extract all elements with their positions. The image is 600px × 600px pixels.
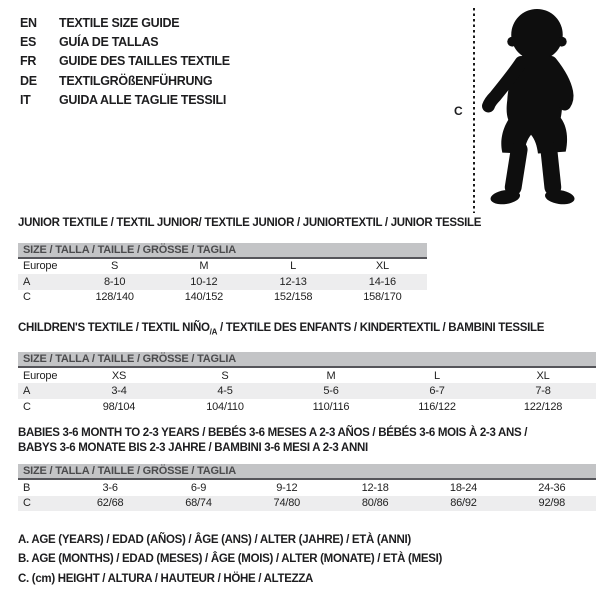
row-label: B: [23, 481, 31, 494]
size-cell: L: [434, 369, 440, 382]
size-cell: M: [326, 369, 336, 382]
language-title: GUÍA DE TALLAS: [59, 34, 159, 49]
size-cell: XL: [536, 369, 550, 382]
size-header-bar: SIZE / TALLA / TAILLE / GRÖSSE / TAGLIA: [18, 352, 596, 368]
table-row: [18, 480, 596, 496]
height-cell: 122/128: [523, 400, 563, 413]
age-cell: 12-18: [361, 481, 389, 494]
section-children-textile: [18, 321, 596, 414]
junior-size-table: [18, 259, 427, 306]
height-cell: 68/74: [185, 497, 212, 510]
title-text: / TEXTILE DES ENFANTS / KINDERTEXTIL / BAMBINI TESSILE: [217, 322, 545, 334]
language-code: DE: [20, 73, 37, 88]
language-row-de: [20, 71, 230, 90]
table-row: [18, 259, 427, 275]
size-cell: M: [199, 260, 209, 273]
age-cell: 18-24: [449, 481, 478, 494]
row-label: C: [23, 400, 31, 413]
height-cell: 92/98: [538, 497, 566, 510]
footnote-height: C. (cm) HEIGHT / ALTURA / HAUTEUR / HÖHE / ALTEZZA: [18, 572, 314, 585]
language-code: IT: [20, 92, 31, 107]
language-row-it: [20, 90, 230, 109]
footnote-age-months: B. AGE (MONTHS) / EDAD (MESES) / ÂGE (MOIS) / ALTER (MONATE) / ETÀ (MESI): [18, 553, 443, 566]
language-title: TEXTILGRÖßENFÜHRUNG: [59, 73, 213, 88]
footnote-age-years: A. AGE (YEARS) / EDAD (AÑOS) / ÂGE (ANS) / ALTER (JAHRE) / ETÀ (ANNI): [18, 534, 411, 546]
section-title-line-2: BABYS 3-6 MONATE BIS 2-3 JAHRE / BAMBINI 3-6 MESI A 2-3 ANNI: [18, 441, 368, 454]
row-label: A: [23, 385, 31, 398]
language-code: FR: [20, 54, 37, 69]
table-row: [18, 368, 596, 384]
language-row-fr: [20, 52, 230, 71]
size-cell: XS: [111, 369, 127, 382]
legend-footnotes: [18, 531, 442, 589]
babies-size-table: [18, 480, 596, 511]
row-label: Europe: [23, 260, 58, 273]
table-row: [18, 274, 427, 290]
section-junior-textile: [18, 216, 482, 305]
table-row: [18, 496, 596, 512]
language-title: GUIDE DES TAILLES TEXTILE: [59, 54, 230, 69]
height-measure-label: C: [454, 104, 463, 118]
age-cell: 6-9: [190, 481, 207, 494]
section-babies-textile: [18, 426, 596, 511]
height-cell: 158/170: [363, 291, 402, 304]
row-label: A: [23, 275, 31, 288]
height-cell: 80/86: [361, 497, 389, 510]
language-row-es: [20, 32, 230, 51]
age-cell: 9-12: [276, 481, 298, 494]
height-cell: 62/68: [96, 497, 124, 510]
age-cell: 12-13: [279, 275, 307, 288]
table-row: [18, 399, 596, 415]
size-cell: XL: [375, 260, 389, 273]
size-header-bar: SIZE / TALLA / TAILLE / GRÖSSE / TAGLIA: [18, 243, 427, 259]
age-cell: 3-4: [111, 385, 127, 398]
table-row: [18, 383, 596, 399]
height-cell: 152/158: [273, 291, 313, 304]
title-subscript: /A: [209, 327, 218, 337]
age-cell: 24-36: [538, 481, 566, 494]
age-cell: 10-12: [190, 275, 218, 288]
age-cell: 6-7: [429, 385, 445, 398]
section-title-line-1: BABIES 3-6 MONTH TO 2-3 YEARS / BEBÉS 3-6 MESES A 2-3 AÑOS / BÉBÉS 3-6 MOIS À 2-3 ANS /: [18, 427, 528, 439]
age-cell: 3-6: [102, 481, 118, 494]
children-size-table: [18, 368, 596, 415]
age-cell: 8-10: [104, 275, 126, 288]
age-cell: 5-6: [323, 385, 339, 398]
language-row-en: [20, 13, 230, 32]
height-cell: 140/152: [184, 291, 224, 304]
language-legend: [20, 13, 230, 109]
height-dotted-line: [473, 8, 475, 213]
height-cell: 128/140: [95, 291, 134, 304]
size-cell: L: [290, 260, 297, 273]
title-text: CHILDREN'S TEXTILE / TEXTIL NIÑO: [18, 322, 210, 334]
table-row: [18, 290, 427, 306]
section-title: JUNIOR TEXTILE / TEXTIL JUNIOR/ TEXTILE JUNIOR / JUNIORTEXTIL / JUNIOR TESSILE: [18, 217, 482, 229]
size-cell: S: [111, 260, 119, 273]
row-label: C: [23, 497, 31, 510]
height-cell: 104/110: [206, 400, 244, 413]
size-cell: S: [221, 369, 229, 382]
language-title: TEXTILE SIZE GUIDE: [59, 15, 180, 30]
row-label: Europe: [23, 369, 58, 382]
language-code: EN: [20, 15, 37, 30]
height-cell: 116/122: [418, 400, 456, 413]
height-cell: 98/104: [102, 400, 136, 413]
age-cell: 4-5: [217, 385, 233, 398]
height-cell: 86/92: [450, 497, 477, 510]
height-cell: 74/80: [273, 497, 301, 510]
language-code: ES: [20, 34, 37, 49]
size-header-bar: SIZE / TALLA / TAILLE / GRÖSSE / TAGLIA: [18, 464, 596, 480]
age-cell: 14-16: [368, 275, 396, 288]
height-cell: 110/116: [312, 400, 350, 413]
row-label: C: [23, 291, 31, 304]
baby-silhouette-icon: [478, 5, 592, 211]
age-cell: 7-8: [535, 385, 551, 398]
language-title: GUIDA ALLE TAGLIE TESSILI: [59, 92, 227, 107]
section-title: [18, 321, 596, 340]
